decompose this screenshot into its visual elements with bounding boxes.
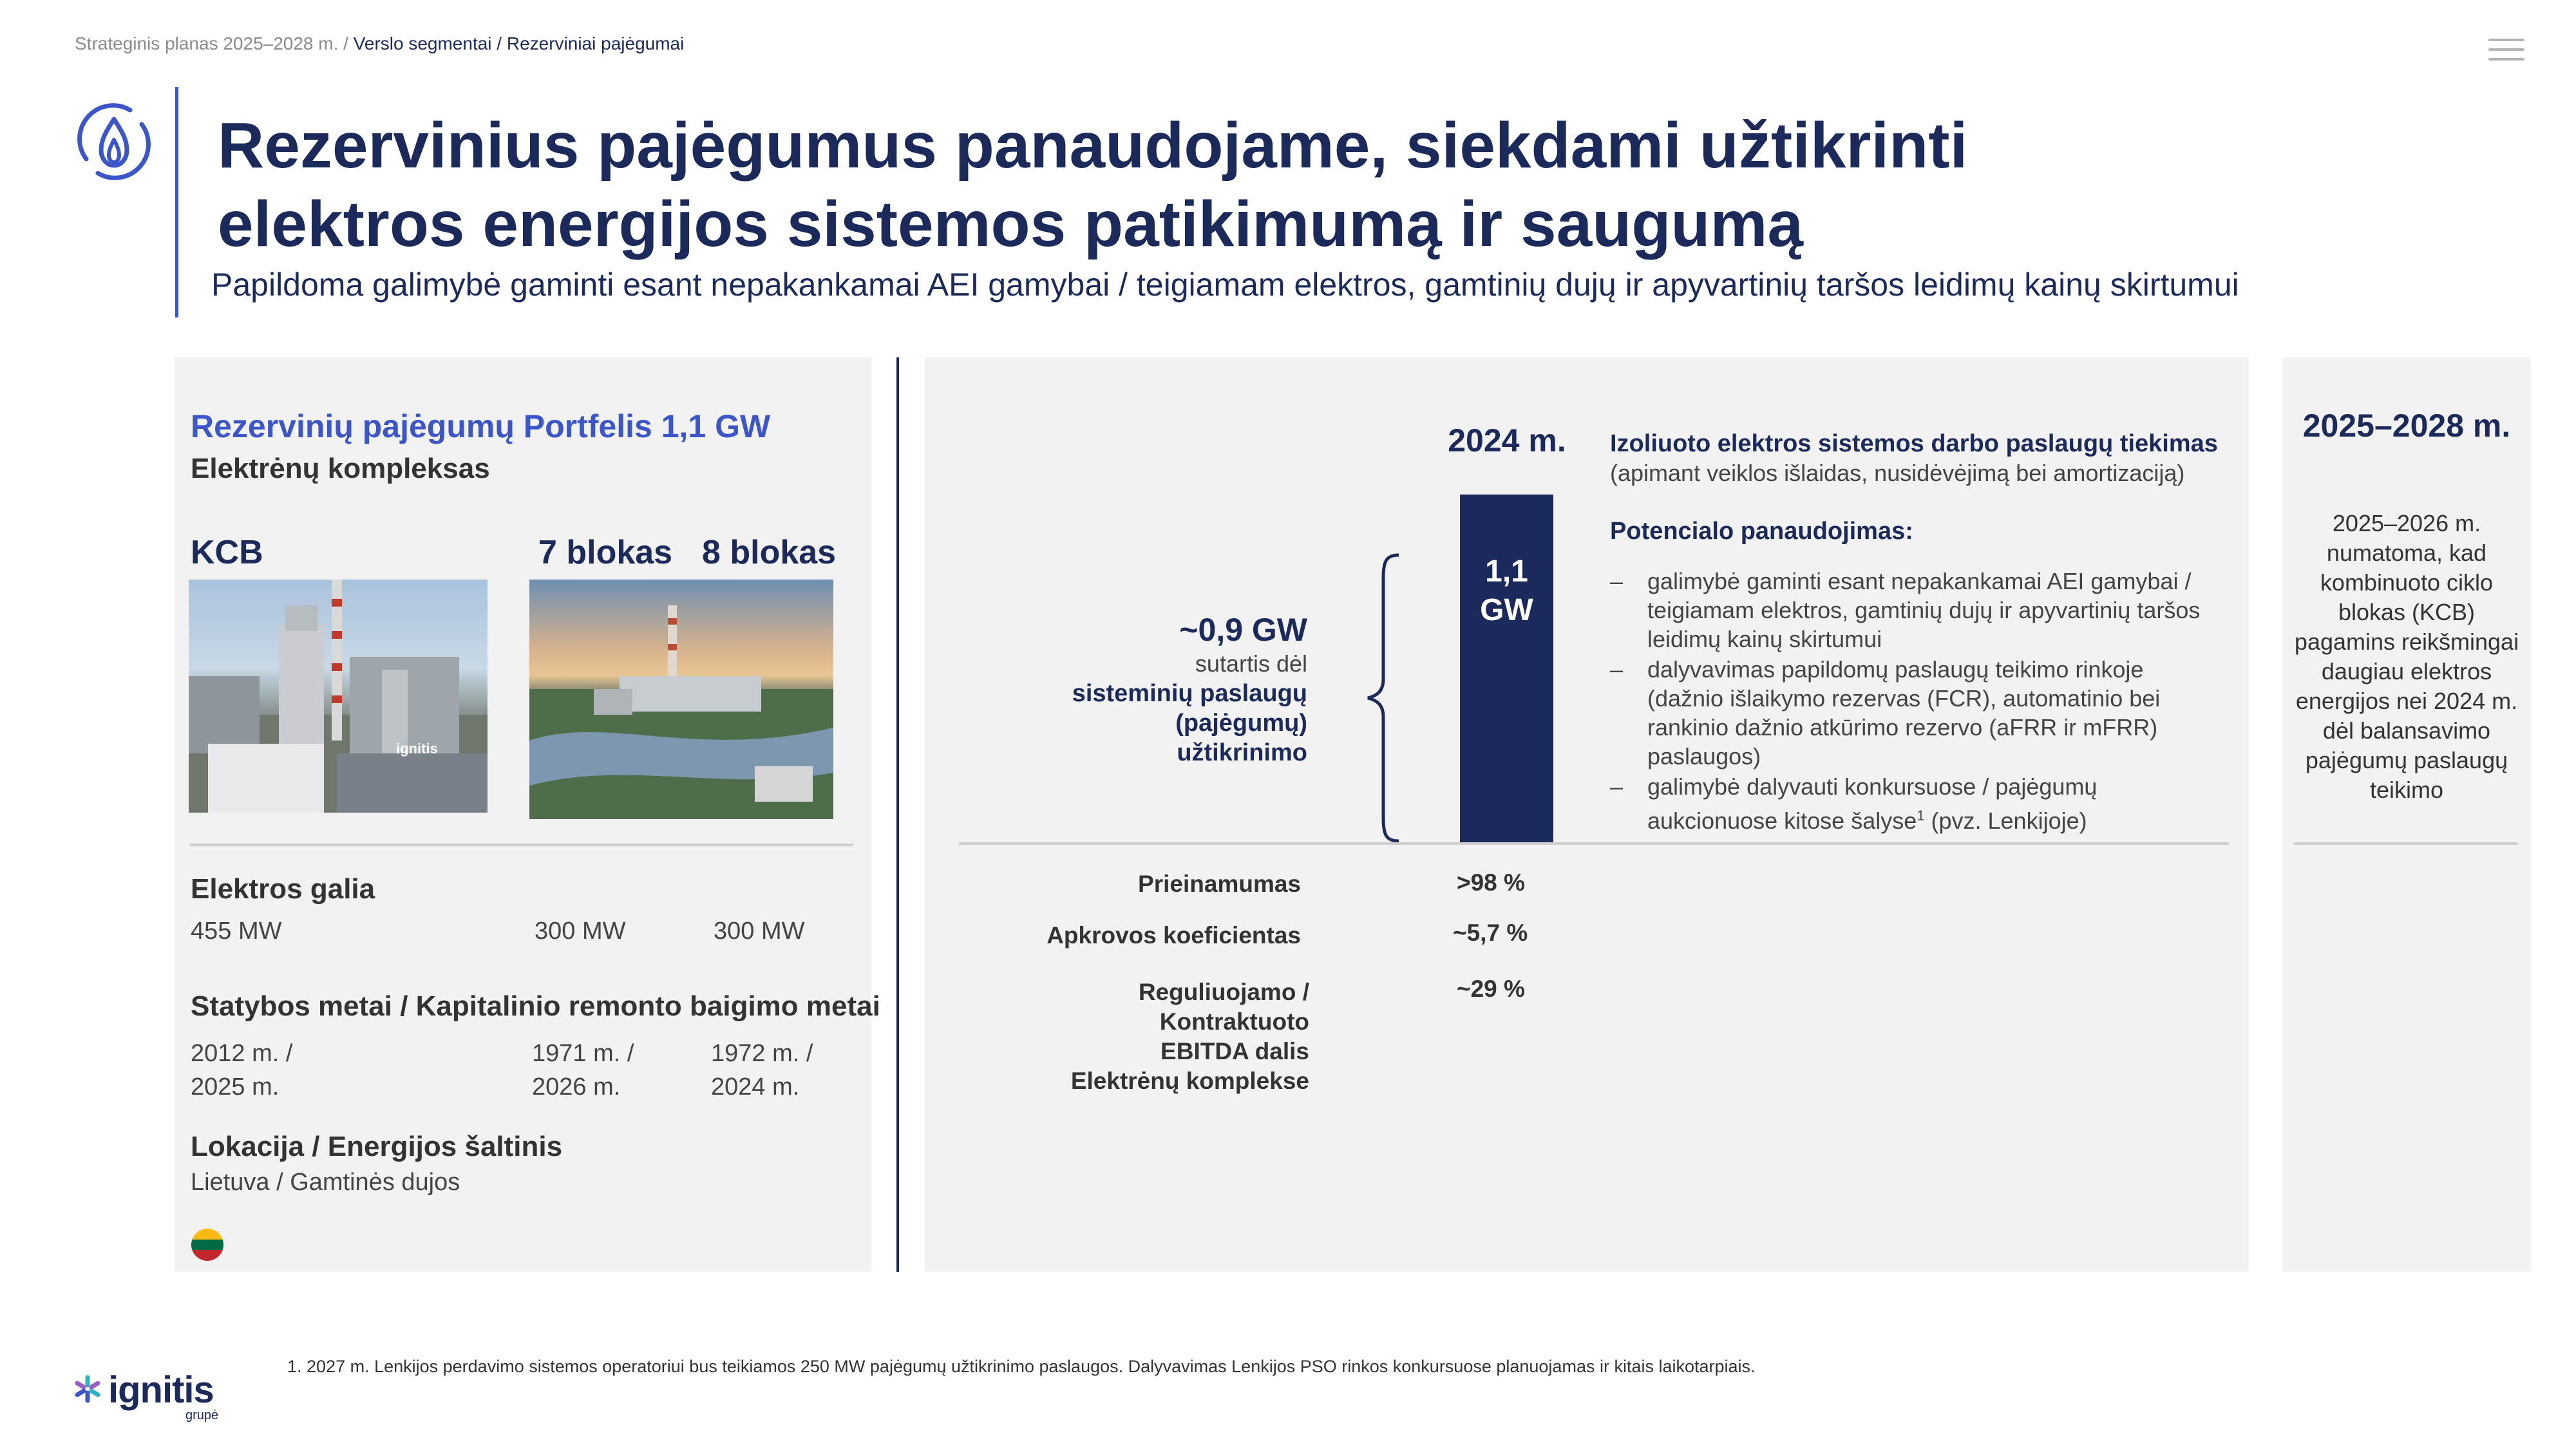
capacity-bar-label	[1460, 552, 1553, 630]
potential-bullet-3-text: galimybė dalyvauti konkursuose / pajėgumų aukcionuose kitose šalyse	[1647, 773, 2098, 834]
lithuania-flag-icon	[191, 1229, 223, 1261]
page-title-line-2: elektros energijos sistemos patikimumą ir saugumą	[218, 188, 1804, 260]
flame-cycle-icon	[72, 100, 156, 184]
years-unit-8-built: 1972 m. /	[711, 1040, 813, 1067]
potential-title: Potencialo panaudojimas:	[1610, 518, 1913, 545]
footnote: 1. 2027 m. Lenkijos perdavimo sistemos operatoriui bus teikiamos 250 MW pajėgumų užtikrinimo paslaugos. Dalyvavimas Lenkijos PSO rinkos konkursuose planuojamas ir kitais laikotarpiais.	[287, 1357, 1756, 1376]
years-unit-7-built: 1971 m. /	[532, 1040, 634, 1067]
title-accent-rule	[175, 87, 178, 317]
hamburger-menu-icon[interactable]	[2488, 39, 2524, 63]
flag-stripe-green	[191, 1240, 223, 1251]
years-kcb-renovated: 2025 m.	[191, 1073, 279, 1100]
metric-label-ebitda-line-2: Kontraktuoto	[1159, 1008, 1309, 1035]
metric-value-load-factor: ~5,7 %	[1453, 920, 1528, 946]
contract-line-4: užtikrinimo	[1177, 739, 1307, 766]
metric-value-availability: >98 %	[1457, 869, 1525, 896]
panel-divider	[896, 357, 899, 1272]
kcb-plant-photo	[189, 580, 488, 813]
potential-bullet-1: – galimybė gaminti esant nepakankamai AEI gamybai / teigiamam elektros, gamtinių dujų ir apyvartinių taršos leidimų kainų skirtumui	[1610, 567, 2222, 654]
capacity-bar	[1460, 495, 1553, 842]
ignitis-logo-text: ignitis	[108, 1369, 214, 1411]
potential-bullet-list	[1610, 562, 2222, 836]
capacity-bar-value: 1,1	[1485, 554, 1528, 589]
service-title: Izoliuoto elektros sistemos darbo paslaugų tiekimas	[1610, 430, 2218, 457]
contract-value: ~0,9 GW	[1179, 612, 1307, 648]
years-unit-7	[532, 1037, 634, 1104]
years-label: Statybos metai / Kapitalinio remonto baigimo metai	[191, 990, 880, 1022]
power-unit-7: 300 MW	[535, 918, 626, 945]
contract-line-2: sisteminių paslaugų	[1072, 680, 1307, 707]
contract-block	[1005, 610, 1307, 768]
units-7-8-plant-photo	[529, 580, 833, 819]
unit-7-label: 7 blokas	[538, 534, 673, 571]
metric-label-load-factor: Apkrovos koeficientas	[1046, 922, 1301, 949]
metric-label-ebitda-line-4: Elektrėnų komplekse	[1070, 1068, 1309, 1094]
potential-bullet-3	[1610, 772, 2222, 835]
power-unit-8: 300 MW	[714, 918, 805, 945]
page-subtitle: Papildoma galimybė gaminti esant nepakankamai AEI gamybai / teigiamam elektros, gamtinių dujų ir apyvartinių taršos leidimų kainų skirtumui	[211, 267, 2239, 303]
curly-brace-icon	[1365, 552, 1404, 844]
potential-bullet-2: – dalyvavimas papildomų paslaugų teikimo rinkoje (dažnio išlaikymo rezervas (FCR), automatinio bei rankinio dažnio atkūrimo rezervo (aFRR ir mFRR) paslaugos)	[1610, 655, 2222, 771]
metric-value-ebitda: ~29 %	[1457, 976, 1525, 1002]
photo-brand-mark: ignitis	[396, 741, 438, 757]
outlook-text: 2025–2026 m. numatoma, kad kombinuoto ciklo blokas (KCB) pagamins reikšmingai daugiau elektros energijos nei 2024 m. dėl balansavimo pajėgumų paslaugų teikimo	[2294, 510, 2519, 803]
years-unit-8	[711, 1037, 813, 1104]
service-subtitle: (apimant veiklos išlaidas, nusidėvėjimą bei amortizaciją)	[1610, 460, 2185, 486]
portfolio-title: Rezervinių pajėgumų Portfelis 1,1 GW	[191, 408, 771, 444]
unit-8-label: 8 blokas	[702, 534, 837, 571]
metric-label-availability: Prieinamumas	[1138, 871, 1301, 897]
breadcrumb-current[interactable]: Verslo segmentai / Rezerviniai pajėgumai	[353, 33, 685, 53]
page-title	[218, 106, 2343, 263]
left-panel-rule	[190, 844, 853, 846]
page-title-line-1: Rezervinius pajėgumus panaudojame, siekdami užtikrinti	[218, 109, 1968, 182]
outlook-year: 2025–2028 m.	[2302, 408, 2511, 444]
year-2024-label: 2024 m.	[1448, 422, 1566, 458]
breadcrumb	[75, 33, 684, 54]
potential-bullet-3-tail: (pvz. Lenkijoje)	[1924, 807, 2087, 834]
ignitis-logo[interactable]	[73, 1368, 222, 1421]
location-value: Lietuva / Gamtinės dujos	[191, 1169, 460, 1196]
location-label: Lokacija / Energijos šaltinis	[191, 1131, 563, 1162]
breadcrumb-root[interactable]: Strateginis planas 2025–2028 m. /	[75, 33, 348, 53]
ignitis-star-icon	[73, 1375, 102, 1403]
metric-label-ebitda	[1005, 977, 1309, 1096]
outlook-rule	[2294, 842, 2518, 845]
contract-line-3: (pajėgumų)	[1175, 710, 1307, 737]
years-kcb	[191, 1037, 292, 1104]
years-unit-7-renovated: 2026 m.	[532, 1073, 621, 1100]
years-kcb-built: 2012 m. /	[191, 1040, 293, 1067]
outlook-panel	[2282, 357, 2531, 1272]
portfolio-subtitle: Elektrėnų kompleksas	[191, 453, 490, 484]
metric-label-ebitda-line-3: EBITDA dalis	[1160, 1038, 1309, 1064]
ignitis-logo-sub: grupė	[185, 1408, 219, 1422]
metrics-rule	[959, 842, 2229, 845]
capacity-bar-unit: GW	[1480, 593, 1533, 627]
metric-label-ebitda-line-1: Reguliuojamo /	[1138, 979, 1309, 1005]
contract-line-1: sutartis dėl	[1195, 650, 1307, 677]
footnote-ref[interactable]: 1	[1917, 807, 1925, 824]
power-label: Elektros galia	[191, 873, 375, 905]
years-unit-8-renovated: 2024 m.	[711, 1073, 800, 1100]
power-kcb: 455 MW	[191, 918, 282, 945]
unit-kcb-label: KCB	[191, 534, 263, 571]
